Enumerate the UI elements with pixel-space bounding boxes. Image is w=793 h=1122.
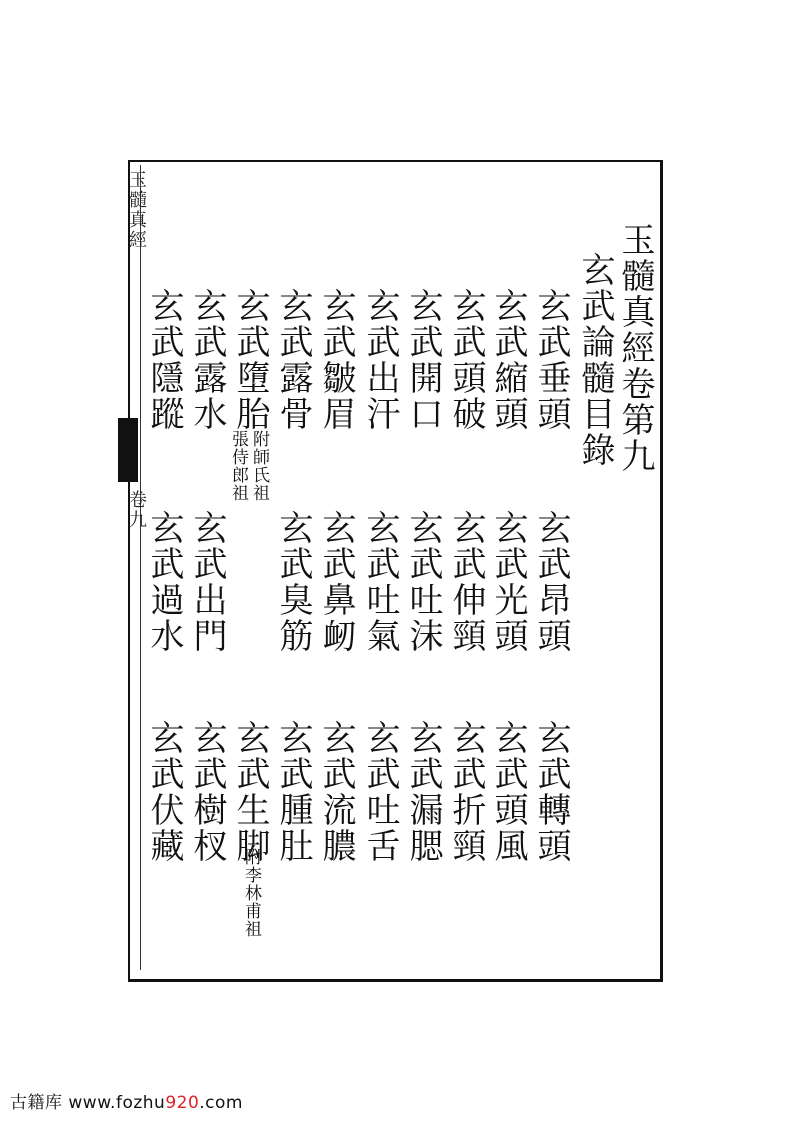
entry-col10-row3: 玄武伏藏: [144, 720, 184, 864]
margin-book-title: 玉髓真經: [126, 170, 147, 250]
entry-col5-row1: 玄武出汗: [360, 288, 400, 432]
margin-volume-label: 卷九: [126, 490, 147, 530]
entry-col7-row1: 玄武露骨: [273, 288, 313, 432]
entry-col2-row3: 玄武頭風: [488, 720, 528, 864]
note-shi-ancestor: 附師氏祖: [249, 430, 269, 502]
entry-col1-row3: 玄武轉頭: [531, 720, 571, 864]
entry-col9-row3: 玄武樹杈: [187, 720, 227, 864]
margin-black-block: [118, 418, 138, 482]
entry-col4-row3: 玄武漏腮: [403, 720, 443, 864]
entry-col5-row3: 玄武吐舌: [360, 720, 400, 864]
entry-col6-row1: 玄武皺眉: [316, 288, 356, 432]
entry-col9-row2: 玄武出門: [187, 510, 227, 654]
entry-col8-row1: 玄武墮胎: [230, 288, 270, 432]
entry-col2-row1: 玄武縮頭: [488, 288, 528, 432]
entry-col7-row3: 玄武腫肚: [273, 720, 313, 864]
entry-col4-row2: 玄武吐沫: [403, 510, 443, 654]
entry-col4-row1: 玄武開口: [403, 288, 443, 432]
entry-col7-row2: 玄武臭筋: [273, 510, 313, 654]
section-subtitle: 玄武論髓目錄: [575, 252, 615, 468]
note-li-linfu-ancestor: 附李林甫祖: [241, 848, 261, 938]
entry-col6-row3: 玄武流膿: [316, 720, 356, 864]
entry-col5-row2: 玄武吐氣: [360, 510, 400, 654]
entry-col1-row2: 玄武昂頭: [531, 510, 571, 654]
site-url-prefix: www.fozhu: [68, 1093, 166, 1113]
entry-col3-row2: 玄武伸頸: [446, 510, 486, 654]
entry-col6-row2: 玄武鼻衂: [316, 510, 356, 654]
entry-col8-row3: 玄武生脚: [230, 720, 270, 864]
entry-col3-row1: 玄武頭破: [446, 288, 486, 432]
site-url-suffix: .com: [199, 1093, 243, 1113]
site-watermark: [10, 1088, 243, 1113]
entry-col2-row2: 玄武光頭: [488, 510, 528, 654]
site-url-highlight: 920: [165, 1093, 200, 1113]
entry-col9-row1: 玄武露水: [187, 288, 227, 432]
site-name: 古籍库: [10, 1093, 63, 1113]
volume-title: 玉髓真經卷第九: [615, 222, 655, 474]
entry-col10-row1: 玄武隱蹤: [144, 288, 184, 432]
entry-col1-row1: 玄武垂頭: [531, 288, 571, 432]
note-zhang-ancestor: 張侍郎祖: [228, 430, 248, 502]
entry-col3-row3: 玄武折頸: [446, 720, 486, 864]
entry-col10-row2: 玄武過水: [144, 510, 184, 654]
inner-margin-rule: [140, 165, 141, 970]
